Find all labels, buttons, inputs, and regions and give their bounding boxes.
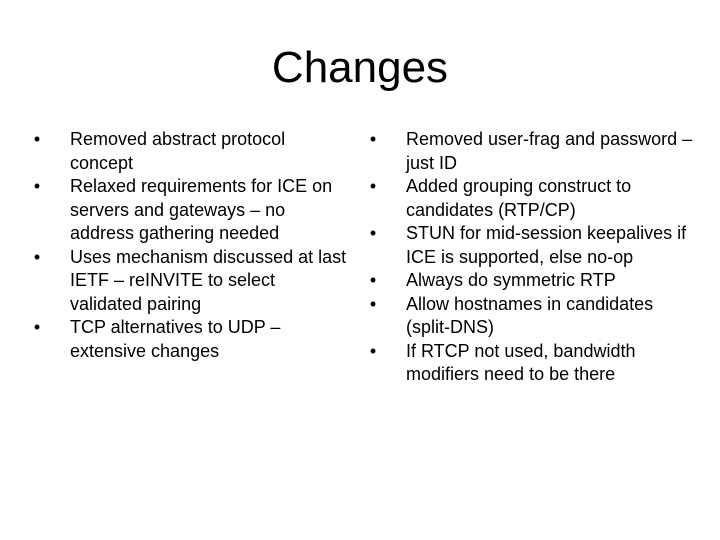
- slide-title: Changes: [271, 43, 449, 92]
- left-bullet-list: [30, 128, 348, 363]
- bullet-item: [366, 222, 696, 269]
- bullet-text: STUN for mid-session keepalives if ICE is supported, else no-op: [406, 223, 687, 267]
- bullet-text: Always do symmetric RTP: [406, 270, 616, 290]
- bullet-text: If RTCP not used, bandwidth modifiers need to be there: [406, 340, 636, 384]
- bullet-item: [30, 175, 348, 246]
- bullet-text: Allow hostnames in candidates (split-DNS): [406, 293, 654, 337]
- bullet-text: Removed user-frag and password – just ID: [406, 129, 693, 173]
- bullet-glyph: •: [369, 340, 377, 361]
- bullet-item: [366, 293, 696, 340]
- bullet-item: [30, 316, 348, 363]
- bullet-glyph: •: [369, 270, 377, 290]
- bullet-glyph: •: [33, 129, 41, 149]
- bullet-item: [30, 246, 348, 317]
- bullet-glyph: •: [369, 129, 377, 149]
- bullet-glyph: •: [33, 246, 41, 267]
- bullet-text: Relaxed requirements for ICE on servers and gateways – no address gathering needed: [70, 176, 333, 243]
- bullet-text: Added grouping construct to candidates (RTP/CP): [406, 176, 632, 220]
- bullet-glyph: •: [369, 176, 377, 196]
- bullet-item: [366, 175, 696, 222]
- bullet-glyph: •: [33, 176, 41, 196]
- bullet-text: TCP alternatives to UDP – extensive changes: [70, 317, 281, 361]
- bullet-item: [30, 128, 348, 175]
- bullet-item: [366, 340, 696, 387]
- bullet-glyph: •: [33, 317, 41, 337]
- bullet-item: [366, 128, 696, 175]
- bullet-item: [366, 269, 696, 293]
- bullet-glyph: •: [369, 293, 377, 314]
- bullet-glyph: •: [369, 223, 377, 243]
- bullet-text: Removed abstract protocol concept: [70, 129, 286, 173]
- right-bullet-list: [366, 128, 696, 387]
- bullet-text: Uses mechanism discussed at last IETF – reINVITE to select validated pairing: [70, 246, 347, 314]
